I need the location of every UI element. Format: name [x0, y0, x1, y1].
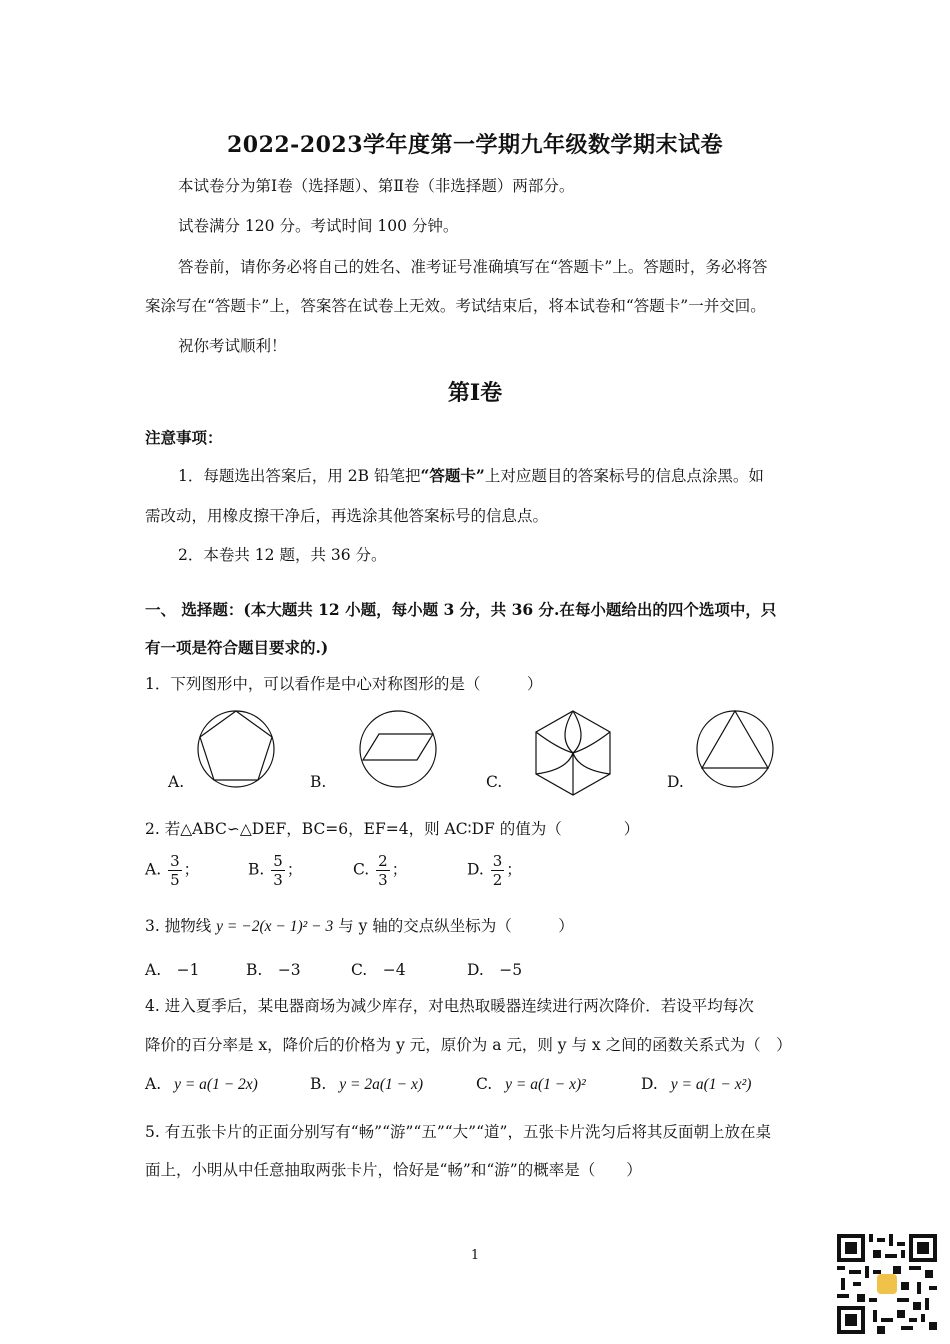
q1-option-a[interactable]: A. — [168, 773, 185, 791]
volume-title: 第Ⅰ卷 — [447, 380, 503, 406]
q2-option-d-fraction: $\frac{3}{2}$ — [492, 852, 503, 889]
section-1-line-1: 一、 选择题：(本大题共 12 小题，每小题 3 分，共 36 分.在每小题给出的四个选项中，只 — [145, 600, 777, 619]
q4-option-b-label[interactable]: B. — [310, 1075, 327, 1093]
q3-stem-pre: 3. 抛物线 — [145, 917, 212, 935]
note-2: 2．本卷共 12 题，共 36 分。 — [178, 546, 387, 564]
q2-option-c — [353, 852, 407, 889]
q2-option-b — [248, 852, 302, 889]
q4-option-b — [310, 1075, 423, 1094]
q4-option-d-label[interactable]: D. — [641, 1075, 658, 1093]
note-1-bold: “答题卡” — [420, 466, 485, 485]
note-1-pre: 1．每题选出答案后，用 2B 铅笔把 — [178, 467, 421, 485]
q4-option-a-label[interactable]: A. — [145, 1075, 162, 1093]
q2-stem: 2. 若△ABC∽△DEF，BC=6，EF=4，则 AC∶DF 的值为（ ） — [145, 820, 640, 838]
q1-figure-a-pentagon — [195, 708, 277, 790]
q4-option-a-formula: y = a(1 − 2x) — [174, 1076, 258, 1093]
note-1b: 需改动，用橡皮擦干净后，再选涂其他答案标号的信息点。 — [145, 507, 549, 525]
q4-option-a — [145, 1075, 258, 1094]
q1-stem: 1．下列图形中，可以看作是中心对称图形的是（ ） — [145, 675, 543, 693]
q5-line-1: 5. 有五张卡片的正面分别写有“畅”“游”“五”“大”“道”，五张卡片洗匀后将其反面朝上放在桌 — [145, 1123, 771, 1141]
q3-formula: y = −2(x − 1)² − 3 — [216, 918, 334, 935]
q4-line-1: 4. 进入夏季后，某电器商场为减少库存，对电热取暖器连续进行两次降价．若设平均每次 — [145, 997, 754, 1015]
q4-line-2: 降价的百分率是 x，降价后的价格为 y 元，原价为 a 元，则 y 与 x 之间的函数关系式为（ ） — [145, 1036, 792, 1054]
q4-option-c-formula: y = a(1 − x)² — [505, 1076, 586, 1093]
q1-option-c[interactable]: C. — [486, 773, 503, 791]
q1-option-b[interactable]: B. — [310, 773, 327, 791]
q3-option-d[interactable]: D. −5 — [467, 961, 523, 979]
section-1-line-2: 有一项是符合题目要求的.) — [145, 638, 329, 657]
q5-line-2: 面上，小明从中任意抽取两张卡片，恰好是“畅”和“游”的概率是（ ） — [145, 1161, 642, 1179]
notes-heading: 注意事项： — [145, 428, 223, 447]
q3-option-c[interactable]: C. −4 — [351, 961, 406, 979]
q2-option-d — [467, 852, 522, 889]
page-title: 2022-2023学年度第一学期九年级数学期末试卷 — [226, 132, 724, 158]
q2-option-c-fraction: $\frac{2}{3}$ — [378, 852, 388, 889]
q2-sep: ； — [506, 860, 522, 879]
page-number: 1 — [470, 1248, 480, 1263]
q2-sep: ； — [286, 860, 303, 879]
intro-line-2: 试卷满分 120 分。考试时间 100 分钟。 — [178, 217, 459, 235]
q2-option-a-fraction: $\frac{3}{5}$ — [170, 852, 180, 889]
q4-option-c — [476, 1075, 586, 1094]
q1-figure-d-triangle — [694, 708, 776, 790]
q2-sep: ； — [183, 860, 200, 879]
q3-stem — [145, 914, 574, 936]
q2-sep: ； — [391, 860, 408, 879]
q2-option-d-label[interactable]: D. — [467, 860, 484, 879]
note-1 — [178, 464, 764, 486]
q2-options — [145, 852, 199, 889]
q4-option-b-formula: y = 2a(1 − x) — [339, 1076, 424, 1093]
q4-option-d-formula: y = a(1 − x²) — [670, 1076, 752, 1093]
q4-option-d — [641, 1075, 751, 1094]
q2-option-b-fraction: $\frac{5}{3}$ — [273, 852, 283, 889]
q3-option-a[interactable]: A. −1 — [145, 961, 200, 979]
q1-figure-c-hexagon — [527, 708, 619, 800]
q2-option-b-label[interactable]: B. — [248, 860, 265, 879]
q2-option-c-label[interactable]: C. — [353, 860, 370, 879]
q1-figure-b-parallelogram — [357, 708, 439, 790]
q3-option-b[interactable]: B. −3 — [246, 961, 301, 979]
intro-line-4: 祝你考试顺利！ — [178, 337, 287, 355]
q3-stem-post: 与 y 轴的交点纵坐标为（ ） — [338, 917, 574, 935]
note-1-post: 上对应题目的答案标号的信息点涂黑。如 — [484, 467, 764, 485]
qr-code-icon — [836, 1234, 938, 1334]
q1-option-d[interactable]: D. — [667, 773, 684, 791]
intro-line-1: 本试卷分为第Ⅰ卷（选择题）、第Ⅱ卷（非选择题）两部分。 — [178, 177, 575, 195]
q4-option-c-label[interactable]: C. — [476, 1075, 493, 1093]
intro-line-3b: 案涂写在“答题卡”上，答案答在试卷上无效。考试结束后，将本试卷和“答题卡”一并交回。 — [145, 297, 766, 315]
q2-option-a-label[interactable]: A. — [145, 860, 162, 879]
intro-line-3a: 答卷前，请你务必将自己的姓名、准考证号准确填写在“答题卡”上。答题时，务必将答 — [178, 258, 768, 276]
